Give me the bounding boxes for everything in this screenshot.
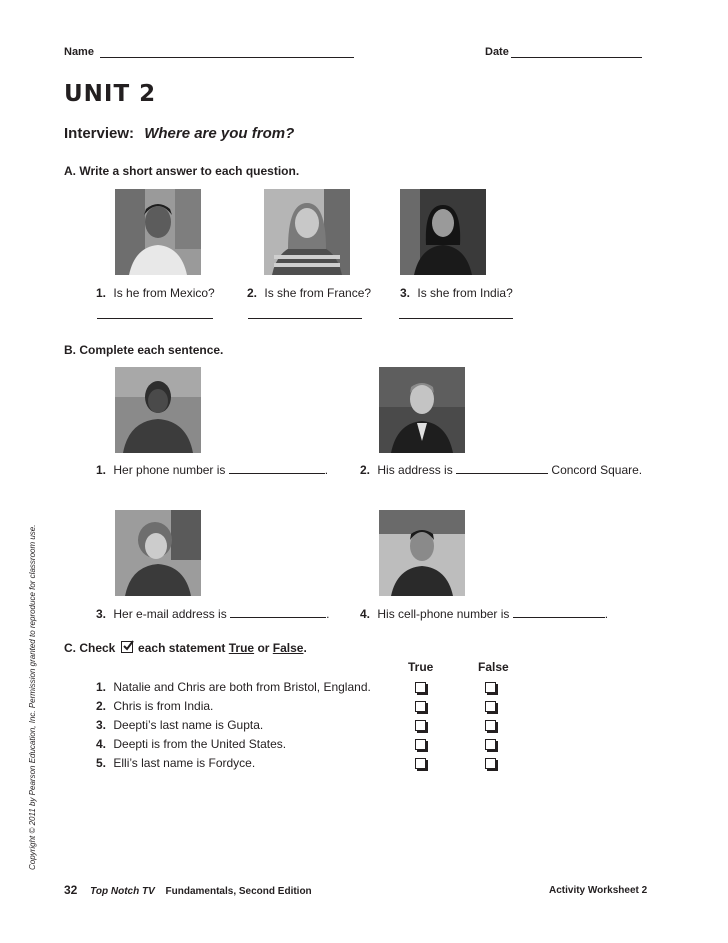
photo-man-1	[115, 189, 201, 275]
date-field-line[interactable]	[511, 57, 642, 58]
checkbox-false-3[interactable]	[485, 720, 496, 731]
checkbox-false-1[interactable]	[485, 682, 496, 693]
question-a2-text: Is she from France?	[264, 286, 372, 300]
sentence-b2	[360, 462, 642, 477]
sentence-b2-num: 2.	[360, 463, 371, 477]
checkbox-true-1[interactable]	[415, 682, 426, 693]
statement-3	[96, 718, 263, 732]
sentence-b2-end: Concord Square.	[551, 463, 643, 477]
statement-1	[96, 680, 371, 694]
statement-2	[96, 699, 213, 713]
section-c-middle: each statement	[138, 641, 226, 655]
copyright-notice: Copyright © 2011 by Pearson Education, Inc. Permission granted to reproduce for classroom use.	[28, 524, 37, 870]
sentence-b4-text: His cell-phone number is	[377, 607, 510, 621]
statement-1-text: Natalie and Chris are both from Bristol, England.	[113, 680, 371, 694]
checkbox-false-2[interactable]	[485, 701, 496, 712]
blank-b2[interactable]	[456, 462, 548, 474]
checkbox-checked-icon	[121, 641, 133, 653]
sentence-b3-num: 3.	[96, 607, 107, 621]
sentence-b1-end: .	[324, 463, 329, 477]
section-c-end: .	[303, 641, 307, 655]
name-field-line[interactable]	[100, 57, 354, 58]
column-false-header: False	[478, 660, 509, 674]
section-b-heading: B. Complete each sentence.	[64, 343, 224, 357]
footer-series: Top Notch TV	[90, 886, 155, 897]
answer-a1-line[interactable]	[97, 318, 213, 319]
section-a-heading: A. Write a short answer to each question.	[64, 164, 300, 178]
question-a3	[400, 286, 513, 300]
photo-woman-2	[400, 189, 486, 275]
question-a3-num: 3.	[400, 286, 411, 300]
checkbox-false-5[interactable]	[485, 758, 496, 769]
question-a1-text: Is he from Mexico?	[113, 286, 215, 300]
section-c-heading	[64, 641, 307, 655]
blank-b1[interactable]	[229, 462, 325, 474]
sentence-b1-text: Her phone number is	[113, 463, 226, 477]
photo-man-3	[379, 510, 465, 596]
statement-1-num: 1.	[96, 680, 107, 694]
checkbox-true-2[interactable]	[415, 701, 426, 712]
sentence-b3	[96, 606, 329, 621]
footer-book: Fundamentals, Second Edition	[165, 886, 312, 897]
statement-4	[96, 737, 286, 751]
question-a1	[96, 286, 215, 300]
sentence-b4	[360, 606, 608, 621]
photo-woman-4	[115, 510, 201, 596]
checkbox-false-4[interactable]	[485, 739, 496, 750]
question-a3-text: Is she from India?	[417, 286, 513, 300]
section-c-true-word: True	[228, 641, 255, 655]
page-number: 32	[64, 883, 78, 897]
statement-5	[96, 756, 255, 770]
statement-3-text: Deepti’s last name is Gupta.	[113, 718, 264, 732]
blank-b3[interactable]	[230, 606, 326, 618]
photo-woman-3	[115, 367, 201, 453]
sentence-b3-text: Her e-mail address is	[113, 607, 227, 621]
page-subtitle	[64, 125, 294, 142]
sentence-b1-num: 1.	[96, 463, 107, 477]
subtitle-italic: Where are you from?	[144, 125, 295, 142]
statement-2-num: 2.	[96, 699, 107, 713]
sentence-b3-end: .	[326, 607, 330, 621]
statement-4-text: Deepti is from the United States.	[113, 737, 287, 751]
statement-5-text: Elli’s last name is Fordyce.	[113, 756, 256, 770]
checkbox-true-5[interactable]	[415, 758, 426, 769]
question-a1-num: 1.	[96, 286, 107, 300]
name-label: Name	[64, 46, 94, 58]
checkbox-true-3[interactable]	[415, 720, 426, 731]
sentence-b4-num: 4.	[360, 607, 371, 621]
sentence-b1	[96, 462, 328, 477]
statement-2-text: Chris is from India.	[113, 699, 214, 713]
checkbox-true-4[interactable]	[415, 739, 426, 750]
photo-man-2	[379, 367, 465, 453]
unit-title: UNIT 2	[64, 81, 157, 107]
section-c-prefix: C. Check	[64, 641, 116, 655]
statement-4-num: 4.	[96, 737, 107, 751]
section-c-false-word: False	[272, 641, 304, 655]
blank-b4[interactable]	[513, 606, 605, 618]
statement-3-num: 3.	[96, 718, 107, 732]
photo-woman-1	[264, 189, 350, 275]
sentence-b2-text: His address is	[377, 463, 453, 477]
answer-a2-line[interactable]	[248, 318, 362, 319]
sentence-b4-end: .	[604, 607, 609, 621]
subtitle-prefix: Interview:	[64, 125, 135, 142]
footer-right: Activity Worksheet 2	[549, 885, 648, 896]
question-a2-num: 2.	[247, 286, 258, 300]
column-true-header: True	[408, 660, 434, 674]
section-c-or-word: or	[257, 641, 270, 655]
question-a2	[247, 286, 371, 300]
answer-a3-line[interactable]	[399, 318, 513, 319]
footer-left	[64, 883, 312, 897]
date-label: Date	[485, 46, 509, 58]
statement-5-num: 5.	[96, 756, 107, 770]
